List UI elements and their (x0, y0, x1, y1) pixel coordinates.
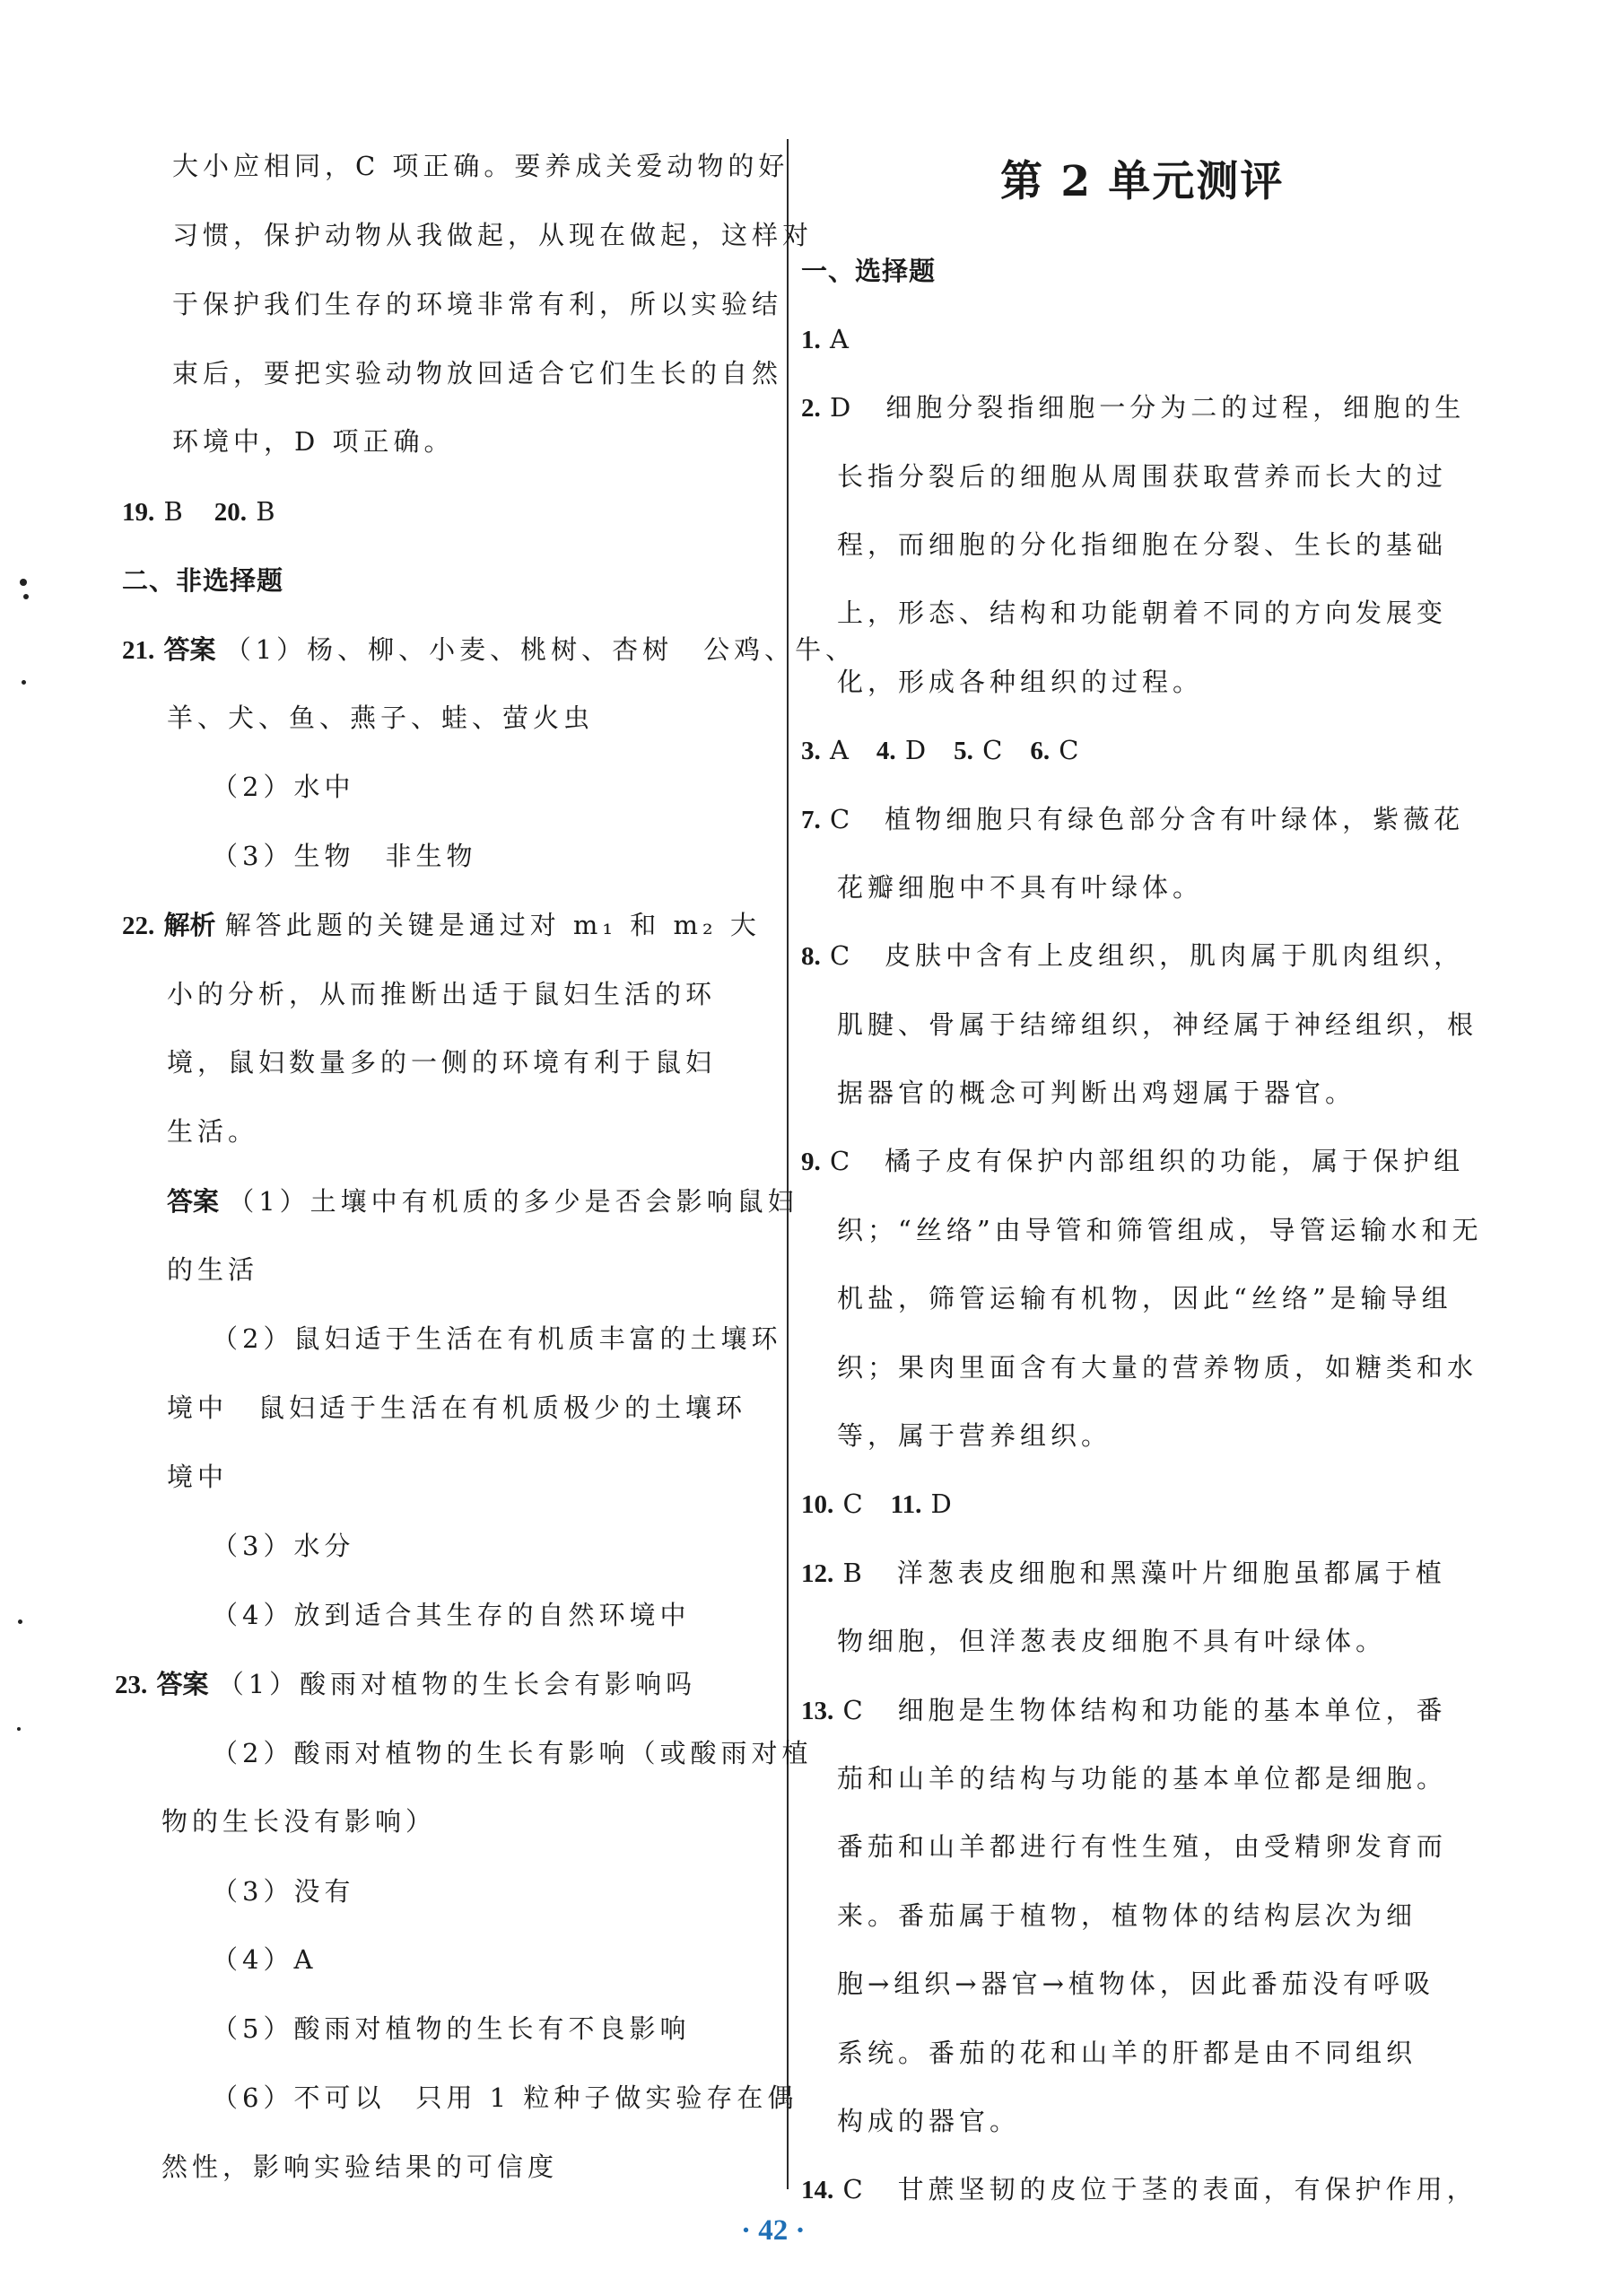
body-text: 解答此题的关键是通过对 m₁ 和 m₂ 大 (224, 910, 761, 940)
text-line (837, 527, 1447, 563)
answer-item (122, 907, 761, 944)
question-number: 6. (1030, 737, 1051, 765)
scan-speck (22, 680, 26, 685)
body-text: 于保护我们生存的环境非常有利，所以实验结 (172, 289, 783, 319)
question-number: 2. (801, 394, 821, 423)
body-text: 据器官的概念可判断出鸡翅属于器官。 (837, 1078, 1356, 1108)
body-text: A (829, 324, 853, 354)
text-line (167, 1390, 746, 1426)
scan-speck (20, 579, 27, 586)
answer-item (801, 1143, 1464, 1180)
text-line (837, 1829, 1447, 1864)
body-text: （4）A (212, 1944, 318, 1975)
text-line (837, 1898, 1417, 1934)
text-line (161, 2149, 558, 2185)
body-text: 等，属于营养组织。 (837, 1420, 1112, 1451)
text-line (837, 664, 1203, 700)
text-line (837, 1760, 1447, 1796)
text-line (837, 1418, 1112, 1454)
answer-item (801, 732, 1080, 769)
answer-label: 答案 (167, 1186, 220, 1217)
page-number: · 42 · (741, 2214, 806, 2247)
scan-speck (18, 1619, 22, 1624)
body-text: 系统。番茄的花和山羊的肝都是由不同组织 (837, 2038, 1417, 2068)
question-number: 8. (801, 942, 821, 971)
text-line (837, 1075, 1356, 1111)
section-heading-text: 一、选择题 (801, 256, 937, 286)
answer-item (801, 938, 1464, 974)
body-text: 织；果肉里面含有大量的营养物质，如糖类和水 (837, 1352, 1478, 1383)
body-text: 习惯，保护动物从我做起，从现在做起，这样对 (172, 220, 814, 250)
body-text: 物细胞，但洋葱表皮细胞不具有叶绿体。 (837, 1626, 1387, 1656)
body-text: （1）酸雨对植物的生长会有影响吗 (217, 1669, 697, 1699)
body-text: （5）酸雨对植物的生长有不良影响 (212, 2013, 691, 2044)
question-number: 5. (954, 737, 973, 765)
body-text: C 橘子皮有保护内部组织的功能，属于保护组 (829, 1146, 1465, 1176)
text-line (837, 595, 1447, 631)
body-text: 环境中，D 项正确。 (172, 426, 455, 457)
body-text: （1）土壤中有机质的多少是否会影响鼠妇 (228, 1186, 798, 1217)
text-line (837, 869, 1203, 905)
text-line (172, 423, 454, 459)
section-heading (122, 563, 283, 598)
text-line (837, 1623, 1386, 1659)
text-line (212, 1321, 781, 1357)
body-text: C 甘蔗坚韧的皮位于茎的表面，有保护作用， (842, 2174, 1478, 2204)
body-text: 羊、犬、鱼、燕子、蛙、萤火虫 (167, 703, 595, 733)
body-text: C 植物细胞只有绿色部分含有叶绿体，紫薇花 (829, 804, 1465, 834)
answer-choice: B (256, 496, 276, 527)
body-text: 机盐，筛管运输有机物，因此“丝络”是输导组 (837, 1283, 1452, 1314)
body-text: 来。番茄属于植物，植物体的结构层次为细 (837, 1900, 1417, 1931)
text-line (212, 1597, 690, 1633)
text-line (172, 148, 789, 184)
body-text: 境中 (167, 1462, 229, 1492)
text-line (212, 1942, 317, 1977)
scan-speck (23, 594, 29, 599)
section-title: 第 2 单元测评 (1000, 157, 1285, 206)
text-line (172, 217, 813, 253)
question-number: 23. (115, 1671, 148, 1699)
body-text: （4）放到适合其生存的自然环境中 (212, 1600, 691, 1630)
question-number: 20. (214, 498, 248, 527)
question-number: 14. (801, 2176, 834, 2204)
answer-item (801, 1555, 1446, 1592)
body-text: C 细胞是生物体结构和功能的基本单位，番 (842, 1695, 1447, 1725)
text-line (837, 458, 1447, 494)
body-text: 境中 鼠妇适于生活在有机质极少的土壤环 (167, 1392, 747, 1423)
body-text: （3）生物 非生物 (212, 841, 477, 871)
question-number: 13. (801, 1697, 834, 1725)
text-line (837, 1212, 1483, 1248)
body-text: 肌腱、骨属于结缔组织，神经属于神经组织，根 (837, 1009, 1478, 1040)
question-number: 22. (122, 912, 155, 940)
text-line (167, 1113, 258, 1149)
answer-item (122, 493, 276, 530)
question-number: 10. (801, 1490, 834, 1519)
text-line (172, 286, 782, 322)
text-line (167, 976, 716, 1012)
answer-choice: C (1059, 735, 1080, 765)
text-line (212, 1735, 812, 1771)
text-line (161, 1803, 436, 1839)
body-text: （2）鼠妇适于生活在有机质丰富的土壤环 (212, 1323, 782, 1354)
answer-item (801, 801, 1464, 838)
text-line (167, 700, 594, 736)
text-line (212, 769, 354, 805)
answer-item (122, 632, 856, 668)
body-text: 织；“丝络”由导管和筛管组成，导管运输水和无 (837, 1215, 1483, 1245)
body-text: B (163, 496, 187, 527)
text-line (837, 1280, 1452, 1316)
body-text: 束后，要把实验动物放回适合它们生长的自然 (172, 358, 783, 388)
section-heading (801, 253, 936, 289)
body-text: 生活。 (167, 1116, 259, 1147)
answer-choice: C (842, 1488, 864, 1519)
body-text: 物的生长没有影响） (161, 1806, 437, 1837)
body-text: （2）水中 (212, 772, 355, 802)
answer-item (801, 1692, 1447, 1729)
body-text: （3）水分 (212, 1531, 355, 1561)
body-text: （6）不可以 只用 1 粒种子做实验存在偶 (212, 2082, 798, 2113)
body-text: 茄和山羊的结构与功能的基本单位都是细胞。 (837, 1763, 1448, 1794)
text-line (837, 1966, 1434, 2002)
text-line (212, 2011, 690, 2047)
body-text: D 细胞分裂指细胞一分为二的过程，细胞的生 (829, 392, 1466, 423)
text-line (212, 2080, 798, 2116)
question-number: 11. (890, 1490, 922, 1519)
question-number: 19. (122, 498, 155, 527)
body-text: 程，而细胞的分化指细胞在分裂、生长的基础 (837, 529, 1448, 560)
answer-label: 答案 (156, 1669, 209, 1699)
body-text: 番茄和山羊都进行有性生殖，由受精卵发育而 (837, 1831, 1448, 1862)
answer-item (115, 1666, 696, 1703)
body-text: 花瓣细胞中不具有叶绿体。 (837, 872, 1204, 903)
scan-speck (17, 1727, 21, 1731)
answer-item (801, 2171, 1478, 2208)
body-text: 的生活 (167, 1254, 259, 1285)
body-text: 小的分析，从而推断出适于鼠妇生活的环 (167, 979, 717, 1009)
section-heading-text: 二、非选择题 (122, 565, 284, 596)
text-line (167, 1183, 798, 1219)
answer-label: 答案 (163, 634, 216, 665)
body-text: C 皮肤中含有上皮组织，肌肉属于肌肉组织， (829, 940, 1465, 971)
answer-choice: D (930, 1488, 953, 1519)
text-line (212, 1528, 354, 1564)
body-text: （1）杨、柳、小麦、桃树、杏树 公鸡、牛、 (224, 634, 857, 665)
question-number: 7. (801, 806, 821, 834)
answer-item (801, 1486, 953, 1523)
answer-item (801, 389, 1465, 426)
body-text: 然性，影响实验结果的可信度 (161, 2152, 559, 2182)
text-line (167, 1044, 716, 1080)
answer-item (801, 321, 853, 358)
text-line (837, 2035, 1417, 2071)
column-divider (787, 139, 789, 2189)
body-text: 长指分裂后的细胞从周围获取营养而长大的过 (837, 461, 1448, 492)
text-line (212, 838, 476, 874)
body-text: 构成的器官。 (837, 2106, 1021, 2136)
text-line (837, 1007, 1478, 1043)
body-text: B 洋葱表皮细胞和黑藻叶片细胞虽都属于植 (842, 1558, 1446, 1588)
body-text: （3）没有 (212, 1876, 355, 1907)
answer-choice: D (904, 735, 928, 765)
text-line (167, 1459, 228, 1495)
body-text: 境，鼠妇数量多的一侧的环境有利于鼠妇 (167, 1047, 717, 1078)
question-number: 1. (801, 326, 821, 354)
text-line (837, 1349, 1478, 1385)
question-number: 9. (801, 1148, 821, 1176)
text-line (172, 355, 782, 391)
text-line (167, 1252, 258, 1288)
question-number: 12. (801, 1559, 834, 1588)
answer-choice: C (982, 735, 1004, 765)
question-number: 21. (122, 636, 155, 665)
question-number: 4. (876, 737, 896, 765)
text-line (212, 1873, 354, 1909)
text-line (837, 2103, 1020, 2139)
body-text: 大小应相同，C 项正确。要养成关爱动物的好 (172, 151, 789, 181)
answer-choice: A (829, 735, 850, 765)
body-text: 化，形成各种组织的过程。 (837, 667, 1204, 697)
body-text: 胞→组织→器官→植物体，因此番茄没有呼吸 (837, 1969, 1434, 1999)
question-number: 3. (801, 737, 821, 765)
body-text: （2）酸雨对植物的生长有影响（或酸雨对植 (212, 1738, 813, 1768)
answer-label: 解析 (163, 910, 216, 940)
body-text: 上，形态、结构和功能朝着不同的方向发展变 (837, 598, 1448, 628)
